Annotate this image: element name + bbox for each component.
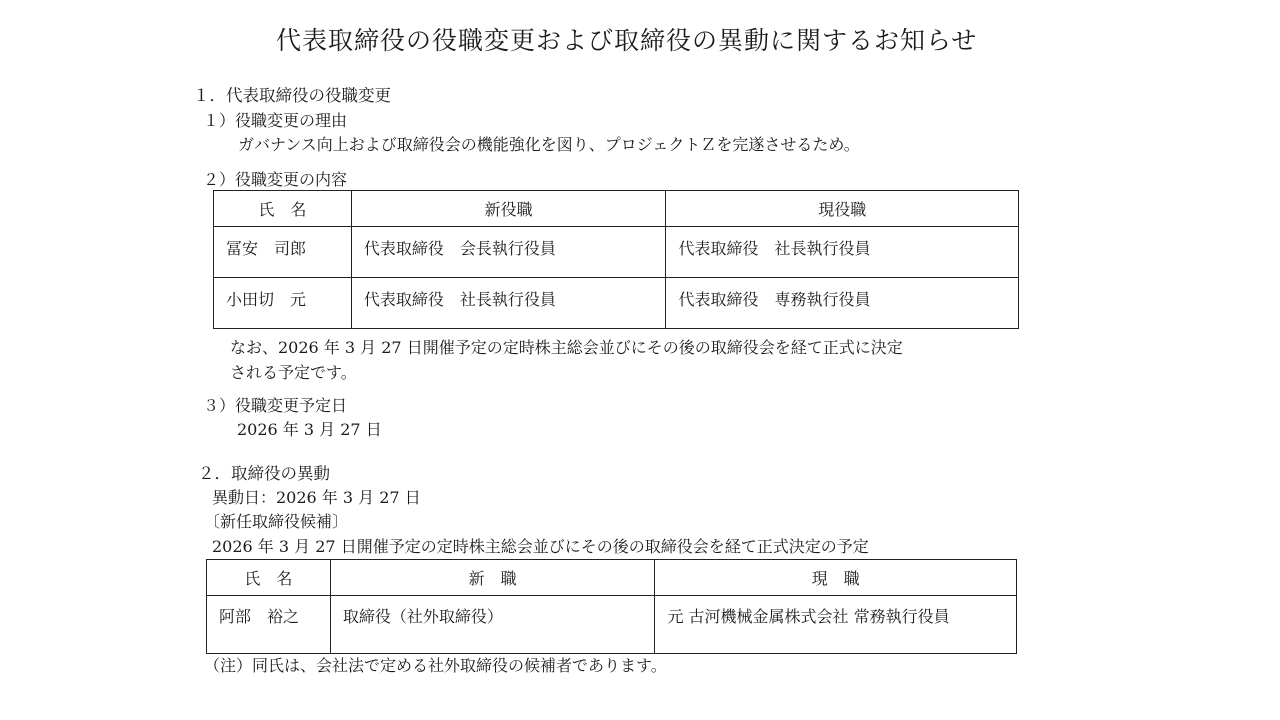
cell-current-role: 代表取締役 社長執行役員 [666, 227, 1019, 278]
date-heading: ３）役職変更予定日 [203, 396, 348, 415]
cell-new-role: 代表取締役 会長執行役員 [351, 227, 666, 278]
table-row [207, 596, 1017, 654]
table-header-row [214, 191, 1019, 227]
column-header-name: 氏 名 [214, 191, 352, 227]
cell-new-position: 取締役（社外取締役） [330, 596, 655, 654]
candidate-note: 2026 年 3 月 27 日開催予定の定時株主総会並びにその後の取締役会を経て正式決定の予定 [212, 537, 869, 556]
column-header-current-position: 現 職 [655, 560, 1017, 596]
cell-name: 冨安 司郎 [214, 227, 352, 278]
table-header-row [207, 560, 1017, 596]
column-header-new-position: 新 職 [330, 560, 655, 596]
cell-current-position: 元 古河機械金属株式会社 常務執行役員 [655, 596, 1017, 654]
transfer-date: 異動日：2026 年 3 月 27 日 [212, 488, 421, 507]
reason-text: ガバナンス向上および取締役会の機能強化を図り、プロジェクトＺを完遂させるため。 [238, 135, 860, 154]
note-line-2: される予定です。 [230, 363, 357, 382]
footnote: （注）同氏は、会社法で定める社外取締役の候補者であります。 [204, 656, 667, 675]
table-row [214, 227, 1019, 278]
section2-heading: ２．取締役の異動 [198, 464, 330, 483]
note-line-1: なお、2026 年 3 月 27 日開催予定の定時株主総会並びにその後の取締役会を経て正式に決定 [230, 338, 903, 357]
column-header-current-role: 現役職 [666, 191, 1019, 227]
section1-heading: １．代表取締役の役職変更 [193, 86, 391, 105]
role-change-table [213, 190, 1019, 329]
date-value: 2026 年 3 月 27 日 [237, 420, 382, 439]
cell-new-role: 代表取締役 社長執行役員 [351, 278, 666, 329]
content-heading: ２）役職変更の内容 [203, 170, 348, 189]
cell-name: 阿部 裕之 [207, 596, 331, 654]
cell-current-role: 代表取締役 専務執行役員 [666, 278, 1019, 329]
document-title: 代表取締役の役職変更および取締役の異動に関するお知らせ [276, 26, 978, 55]
column-header-name: 氏 名 [207, 560, 331, 596]
candidate-label: 〔新任取締役候補〕 [204, 512, 349, 531]
table-row [214, 278, 1019, 329]
column-header-new-role: 新役職 [351, 191, 666, 227]
reason-heading: １）役職変更の理由 [203, 111, 348, 130]
cell-name: 小田切 元 [214, 278, 352, 329]
director-change-table [206, 559, 1017, 654]
